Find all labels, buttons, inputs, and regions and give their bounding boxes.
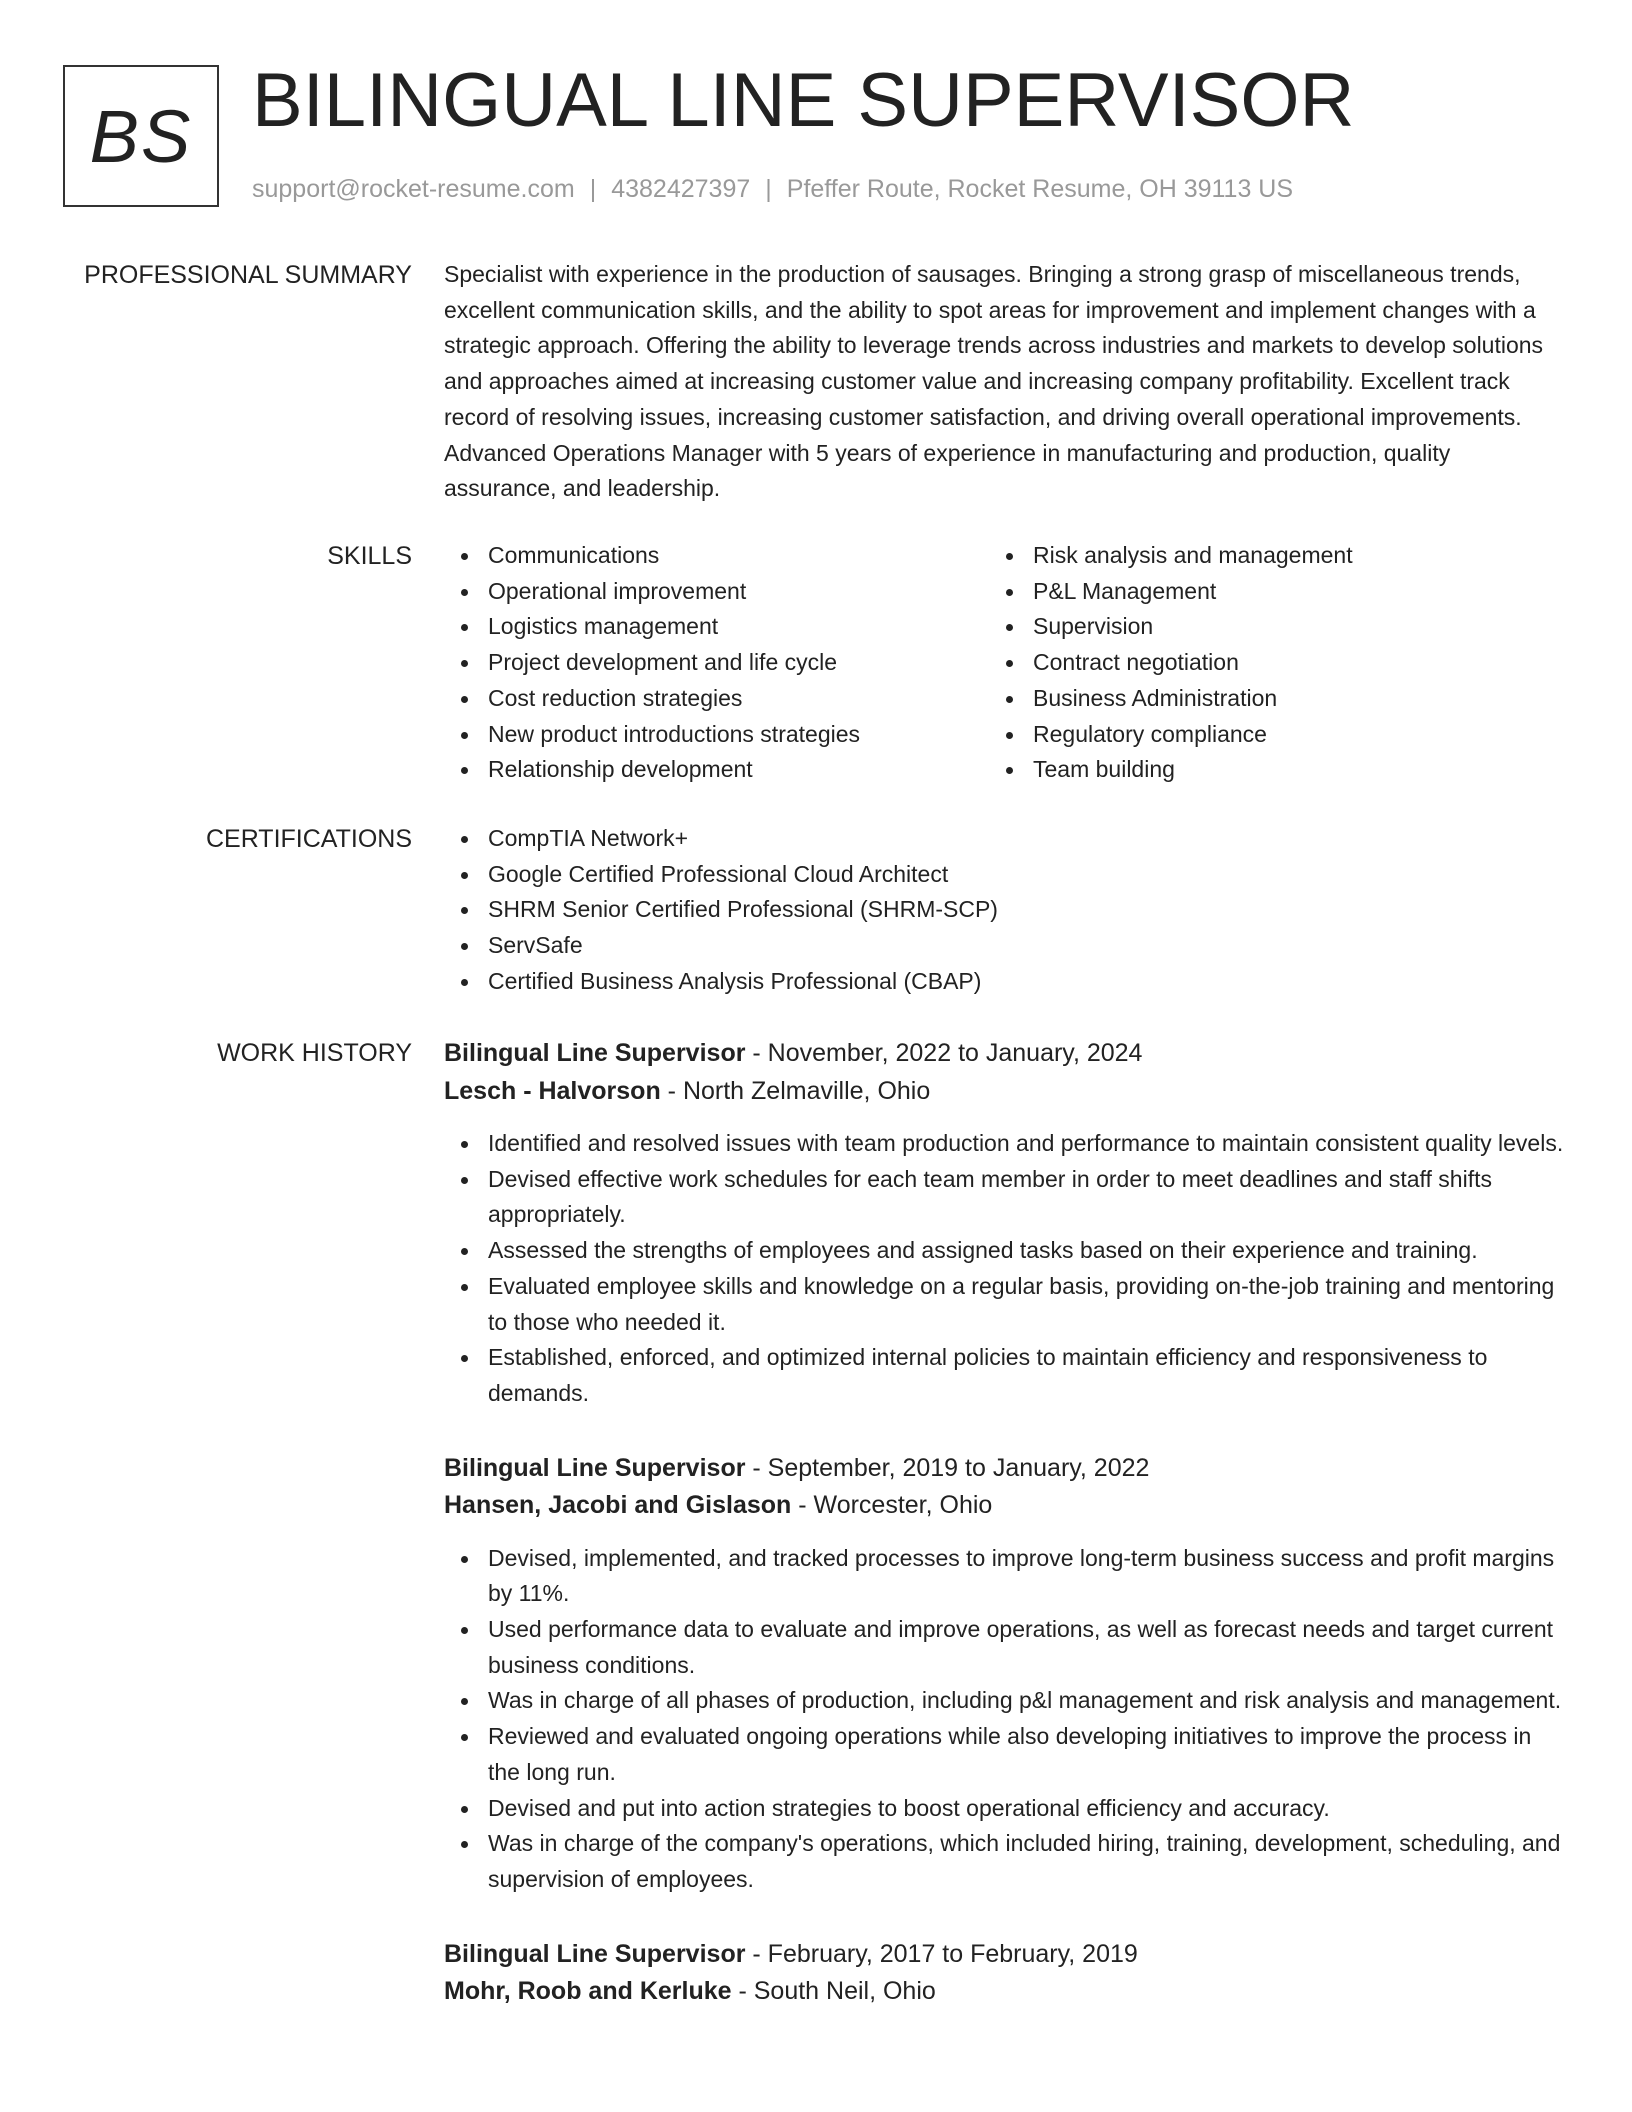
certification-item: Google Certified Professional Cloud Architect	[444, 857, 1564, 893]
job-company: Mohr, Roob and Kerluke	[444, 1977, 732, 2006]
skill-item: Business Administration	[989, 681, 1534, 717]
job-duty-item: Established, enforced, and optimized internal policies to maintain efficiency and responsiveness to demands.	[444, 1340, 1564, 1411]
job-duty-item: Identified and resolved issues with team production and performance to maintain consistent quality levels.	[444, 1126, 1564, 1162]
job-duty-item: Assessed the strengths of employees and assigned tasks based on their experience and training.	[444, 1233, 1564, 1269]
job-duty-item: Was in charge of the company's operations, which included hiring, training, development, scheduling, and supervision of employees.	[444, 1826, 1564, 1897]
certifications-heading: CERTIFICATIONS	[205, 825, 412, 853]
skill-item: Risk analysis and management	[989, 538, 1534, 574]
job-duty-item: Devised effective work schedules for each team member in order to meet deadlines and staff shifts appropriately.	[444, 1162, 1564, 1233]
contact-address: Pfeffer Route, Rocket Resume, OH 39113 US	[786, 175, 1294, 203]
skill-item: Relationship development	[444, 752, 989, 788]
job-duty-item: Used performance data to evaluate and improve operations, as well as forecast needs and target current business conditions.	[444, 1612, 1564, 1683]
summary-body	[444, 257, 1564, 507]
skills-columns	[444, 538, 1564, 788]
skill-item: Cost reduction strategies	[444, 681, 989, 717]
skills-list-right	[989, 538, 1534, 788]
job-company: Lesch - Halvorson	[444, 1076, 661, 1105]
skill-item: Regulatory compliance	[989, 717, 1534, 753]
job-location: - South Neil, Ohio	[731, 1977, 936, 2006]
job-duties-list	[444, 1126, 1564, 1412]
job-title: Bilingual Line Supervisor	[444, 1039, 746, 1067]
monogram-box	[63, 65, 219, 207]
job-location: - Worcester, Ohio	[791, 1491, 993, 1520]
job-company-line	[444, 1073, 1564, 1111]
skill-item: P&L Management	[989, 574, 1534, 610]
contact-email: support@rocket-resume.com	[252, 175, 575, 203]
skill-item: Operational improvement	[444, 574, 989, 610]
skill-item: Supervision	[989, 609, 1534, 645]
contact-separator: |	[765, 175, 772, 203]
skills-body	[444, 538, 1564, 788]
skill-item: Contract negotiation	[989, 645, 1534, 681]
resume-title: BILINGUAL LINE SUPERVISOR	[252, 58, 1355, 143]
contact-line	[252, 172, 1293, 206]
skill-item: Team building	[989, 752, 1534, 788]
job-title: Bilingual Line Supervisor	[444, 1453, 746, 1482]
monogram-initials: BS	[89, 94, 193, 178]
certification-item: ServSafe	[444, 928, 1564, 964]
skill-item: Logistics management	[444, 609, 989, 645]
summary-text: Specialist with experience in the production of sausages. Bringing a strong grasp of miscellaneous trends, excellent communication skills, and the ability to spot areas for improvement and implement changes with a strategic approach. Offering the ability to leverage trends across industries and markets to develop solutions and approaches aimed at increasing customer value and increasing company profitability. Excellent track record of resolving issues, increasing customer satisfaction, and driving overall operational improvements. Advanced Operations Manager with 5 years of experience in manufacturing and production, quality assurance, and leadership.	[444, 261, 1544, 502]
skills-heading: SKILLS	[327, 542, 412, 570]
certification-item: SHRM Senior Certified Professional (SHRM-SCP)	[444, 892, 1564, 928]
job-entry	[444, 1936, 1564, 2011]
work-history-body	[444, 1035, 1564, 2049]
skills-list-left	[444, 538, 989, 788]
job-duty-item: Devised and put into action strategies to boost operational efficiency and accuracy.	[444, 1791, 1564, 1827]
job-company: Hansen, Jacobi and Gislason	[444, 1491, 792, 1520]
job-title-line	[444, 1035, 1564, 1073]
job-company-line	[444, 1487, 1564, 1525]
job-duty-item: Was in charge of all phases of production, including p&l management and risk analysis and management.	[444, 1683, 1564, 1719]
job-dates: - February, 2017 to February, 2019	[745, 1939, 1138, 1968]
job-duty-item: Devised, implemented, and tracked processes to improve long-term business success and profit margins by 11%.	[444, 1541, 1564, 1612]
certifications-list	[444, 821, 1564, 1000]
job-entry	[444, 1450, 1564, 1898]
skill-item: Project development and life cycle	[444, 645, 989, 681]
job-entry	[444, 1035, 1564, 1412]
skill-item: New product introductions strategies	[444, 717, 989, 753]
job-title-line	[444, 1450, 1564, 1488]
job-dates: - September, 2019 to January, 2022	[745, 1453, 1150, 1482]
job-dates: - November, 2022 to January, 2024	[745, 1039, 1143, 1067]
work-history-heading: WORK HISTORY	[217, 1039, 412, 1067]
job-duties-list	[444, 1541, 1564, 1898]
summary-heading: PROFESSIONAL SUMMARY	[84, 261, 412, 289]
contact-phone: 4382427397	[611, 175, 751, 203]
job-duty-item: Evaluated employee skills and knowledge on a regular basis, providing on-the-job training and mentoring to those who needed it.	[444, 1269, 1564, 1340]
certification-item: CompTIA Network+	[444, 821, 1564, 857]
job-company-line	[444, 1973, 1564, 2011]
job-title-line	[444, 1936, 1564, 1974]
job-duty-item: Reviewed and evaluated ongoing operations while also developing initiatives to improve the process in the long run.	[444, 1719, 1564, 1790]
job-title: Bilingual Line Supervisor	[444, 1939, 746, 1968]
job-location: - North Zelmaville, Ohio	[660, 1076, 931, 1105]
certifications-body	[444, 821, 1564, 1000]
skill-item: Communications	[444, 538, 989, 574]
contact-separator: |	[589, 175, 597, 203]
certification-item: Certified Business Analysis Professional (CBAP)	[444, 964, 1564, 1000]
